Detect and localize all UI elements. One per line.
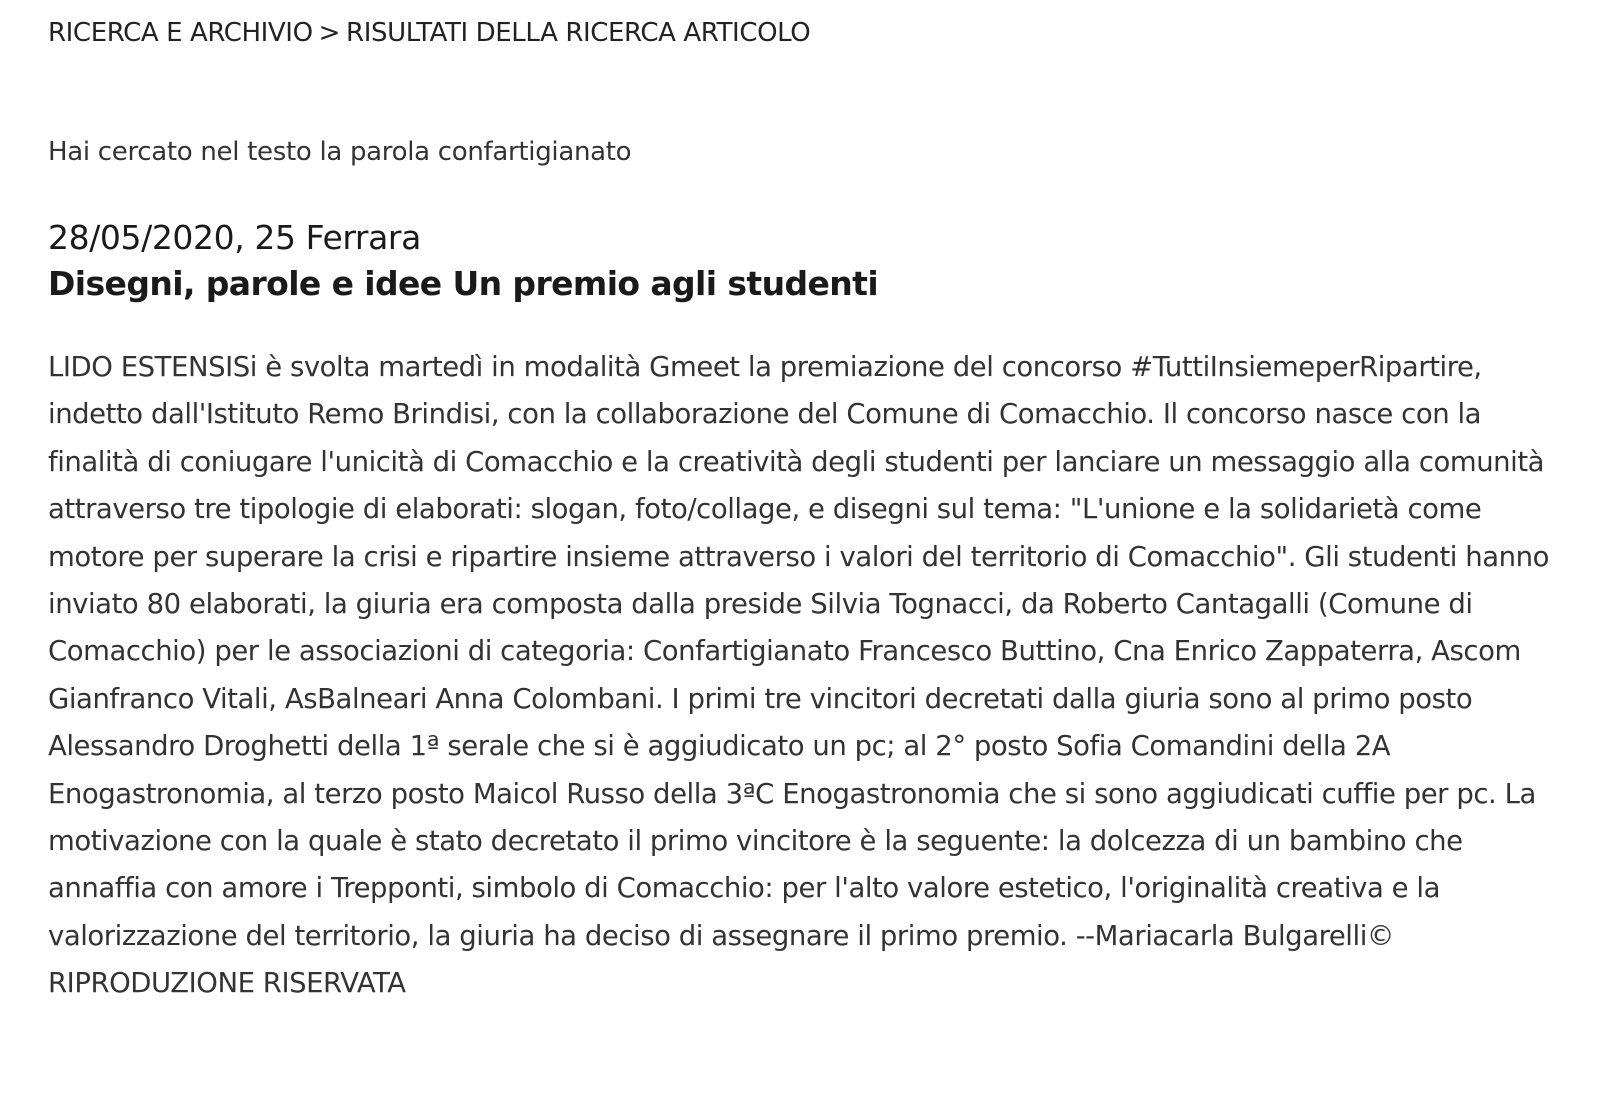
breadcrumb-separator: > [318,18,341,48]
article-date-source: 28/05/2020, 25 Ferrara [48,218,421,257]
breadcrumb-link-ricerca-e-archivio[interactable]: RICERCA E ARCHIVIO [48,18,313,48]
article-title: Disegni, parole e idee Un premio agli studenti [48,264,879,303]
search-query-info: Hai cercato nel testo la parola confartigianato [48,137,632,167]
breadcrumb-current: RISULTATI DELLA RICERCA ARTICOLO [346,18,811,48]
article-body: LIDO ESTENSISi è svolta martedì in modalità Gmeet la premiazione del concorso #TuttiInsiemeperRipartire, indetto dall'Istituto Remo Brindisi, con la collaborazione del Comune di Comacchio. Il concorso nasce con la finalità di coniugare l'unicità di Comacchio e la creatività degli studenti per lanciare un messaggio alla comunità attraverso tre tipologie di elaborati: slogan, foto/collage, e disegni sul tema: "L'unione e la solidarietà come motore per superare la crisi e ripartire insieme attraverso i valori del territorio di Comacchio". Gli studenti hanno inviato 80 elaborati, la giuria era composta dalla preside Silvia Tognacci, da Roberto Cantagalli (Comune di Comacchio) per le associazioni di categoria: Confartigianato Francesco Buttino, Cna Enrico Zappaterra, Ascom Gianfranco Vitali, AsBalneari Anna Colombani. I primi tre vincitori decretati dalla giuria sono al primo posto Alessandro Droghetti della 1ª serale che si è aggiudicato un pc; al 2° posto Sofia Comandini della 2A Enogastronomia, al terzo posto Maicol Russo della 3ªC Enogastronomia che si sono aggiudicati cuffie per pc. La motivazione con la quale è stato decretato il primo vincitore è la seguente: la dolcezza di un bambino che annaffia con amore i Trepponti, simbolo di Comacchio: per l'alto valore estetico, l'originalità creativa e la valorizzazione del territorio, la giuria ha deciso di assegnare il primo premio. --Mariacarla Bulgarelli© RIPRODUZIONE RISERVATA [48,351,1549,1000]
breadcrumb [48,18,810,48]
